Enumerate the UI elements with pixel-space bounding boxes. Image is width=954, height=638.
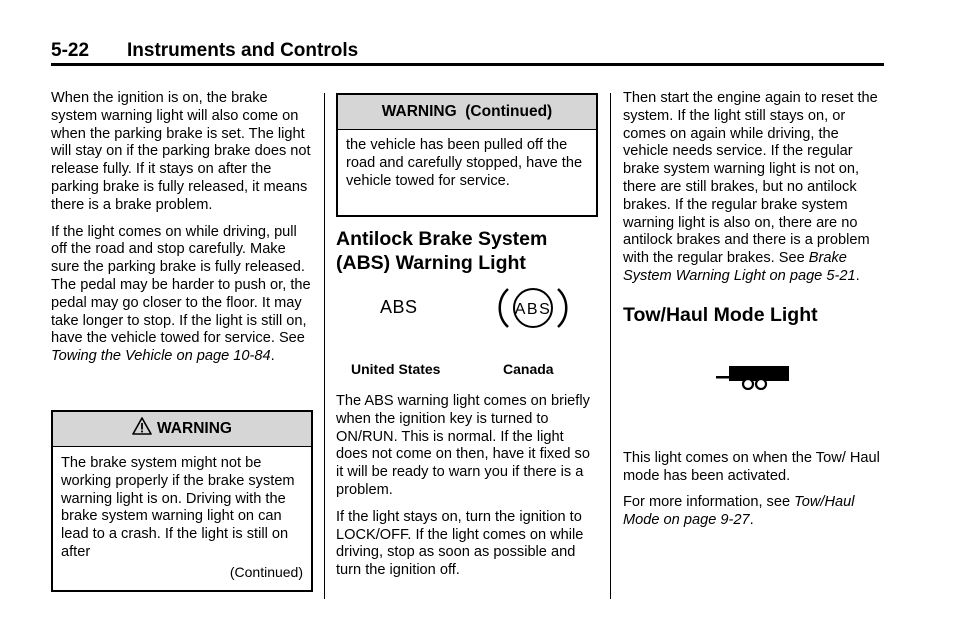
tow-haul-heading: Tow/Haul Mode Light [623, 303, 818, 326]
cross-reference-towing[interactable]: Towing the Vehicle on page 10-84 [51, 348, 271, 365]
paragraph-restart-engine [623, 90, 885, 286]
header-rule [51, 63, 884, 66]
warning-text: The brake system might not be working properly if the brake system warning light is on. Driving with the brake system warning light on can lead to a crash. If the light is still on after [61, 455, 295, 560]
paragraph-end: . [270, 348, 275, 365]
paragraph-brake-light: When the ignition is on, the brake system warning light will also come on when the parking brake is set. The light will stay on if the parking brake does not release fully. If it stays on after the parking brake is fully released, it means there is a brake problem. [51, 90, 311, 213]
trailer-icon [716, 364, 790, 390]
abs-us-symbol: ABS [380, 297, 418, 317]
column-divider [610, 93, 611, 599]
paragraph-text: For more information, see [623, 494, 791, 511]
paragraph-end: . [749, 512, 754, 529]
abs-icons [336, 275, 598, 387]
paragraph-light-while-driving [51, 224, 313, 366]
trailer-icon-area [623, 327, 885, 450]
paragraph-text: Then start the engine again to reset the system. If the light still stays on, or comes on again while driving, the vehicle needs service. If the regular brake system warning light is not on, there are still brakes, but no antilock brakes. If the regular brake system warning light is also on, there are no antilock brakes and there is a problem with the regular brakes. See [623, 90, 878, 267]
warning-triangle-icon [132, 417, 152, 435]
abs-canada-symbol: ABS [514, 301, 552, 318]
paragraph-more-info [623, 494, 885, 530]
warning-body [53, 447, 311, 588]
paragraph-abs-stays-on: If the light stays on, turn the ignition to LOCK/OFF. If the light comes on while driving, stop as soon as possible and turn the ignition off. [336, 508, 584, 579]
page-number: 5-22 [51, 40, 90, 61]
warning-header [53, 412, 311, 447]
column-middle [336, 93, 598, 589]
warning-box [51, 410, 313, 592]
column-divider [324, 93, 325, 599]
warning-continued-header: WARNING (Continued) [338, 95, 596, 130]
paragraph-abs-comes-on: The ABS warning light comes on briefly when the ignition key is turned to ON/RUN. This is normal. If the light does not come on then, have it fixed so it will be ready to warn you if there is a problem. [336, 393, 590, 498]
abs-us-label: United States [351, 361, 441, 377]
column-left [51, 90, 313, 580]
paragraph-end: . [855, 267, 860, 284]
cross-reference-tow-haul[interactable]: Tow/Haul Mode on page 9-27 [623, 494, 855, 529]
cross-reference-brake-light[interactable]: Brake System Warning Light on page 5-21 [623, 250, 856, 284]
warning-continued-text: the vehicle has been pulled off the road and carefully stopped, have the vehicle towed for service. [346, 137, 583, 189]
section-title: Instruments and Controls [127, 40, 359, 61]
warning-heading: WARNING [157, 420, 232, 437]
abs-heading: Antilock Brake System (ABS) Warning Light [336, 228, 548, 274]
abs-canada-label: Canada [503, 361, 554, 377]
page-header [51, 38, 884, 66]
paragraph-tow-haul-light: This light comes on when the Tow/ Haul mode has been activated. [623, 449, 880, 484]
column-right [623, 90, 885, 539]
paragraph-text: If the light comes on while driving, pull off the road and stop carefully. Make sure the parking brake is fully released. The pedal may be harder to push or, the pedal may go closer to the floor. It may take longer to stop. If the light is still on, have the vehicle towed for service. See [51, 223, 311, 347]
warning-continued-box [336, 93, 598, 217]
abs-canada-icon [497, 283, 569, 333]
continued-label: (Continued) [229, 563, 303, 580]
